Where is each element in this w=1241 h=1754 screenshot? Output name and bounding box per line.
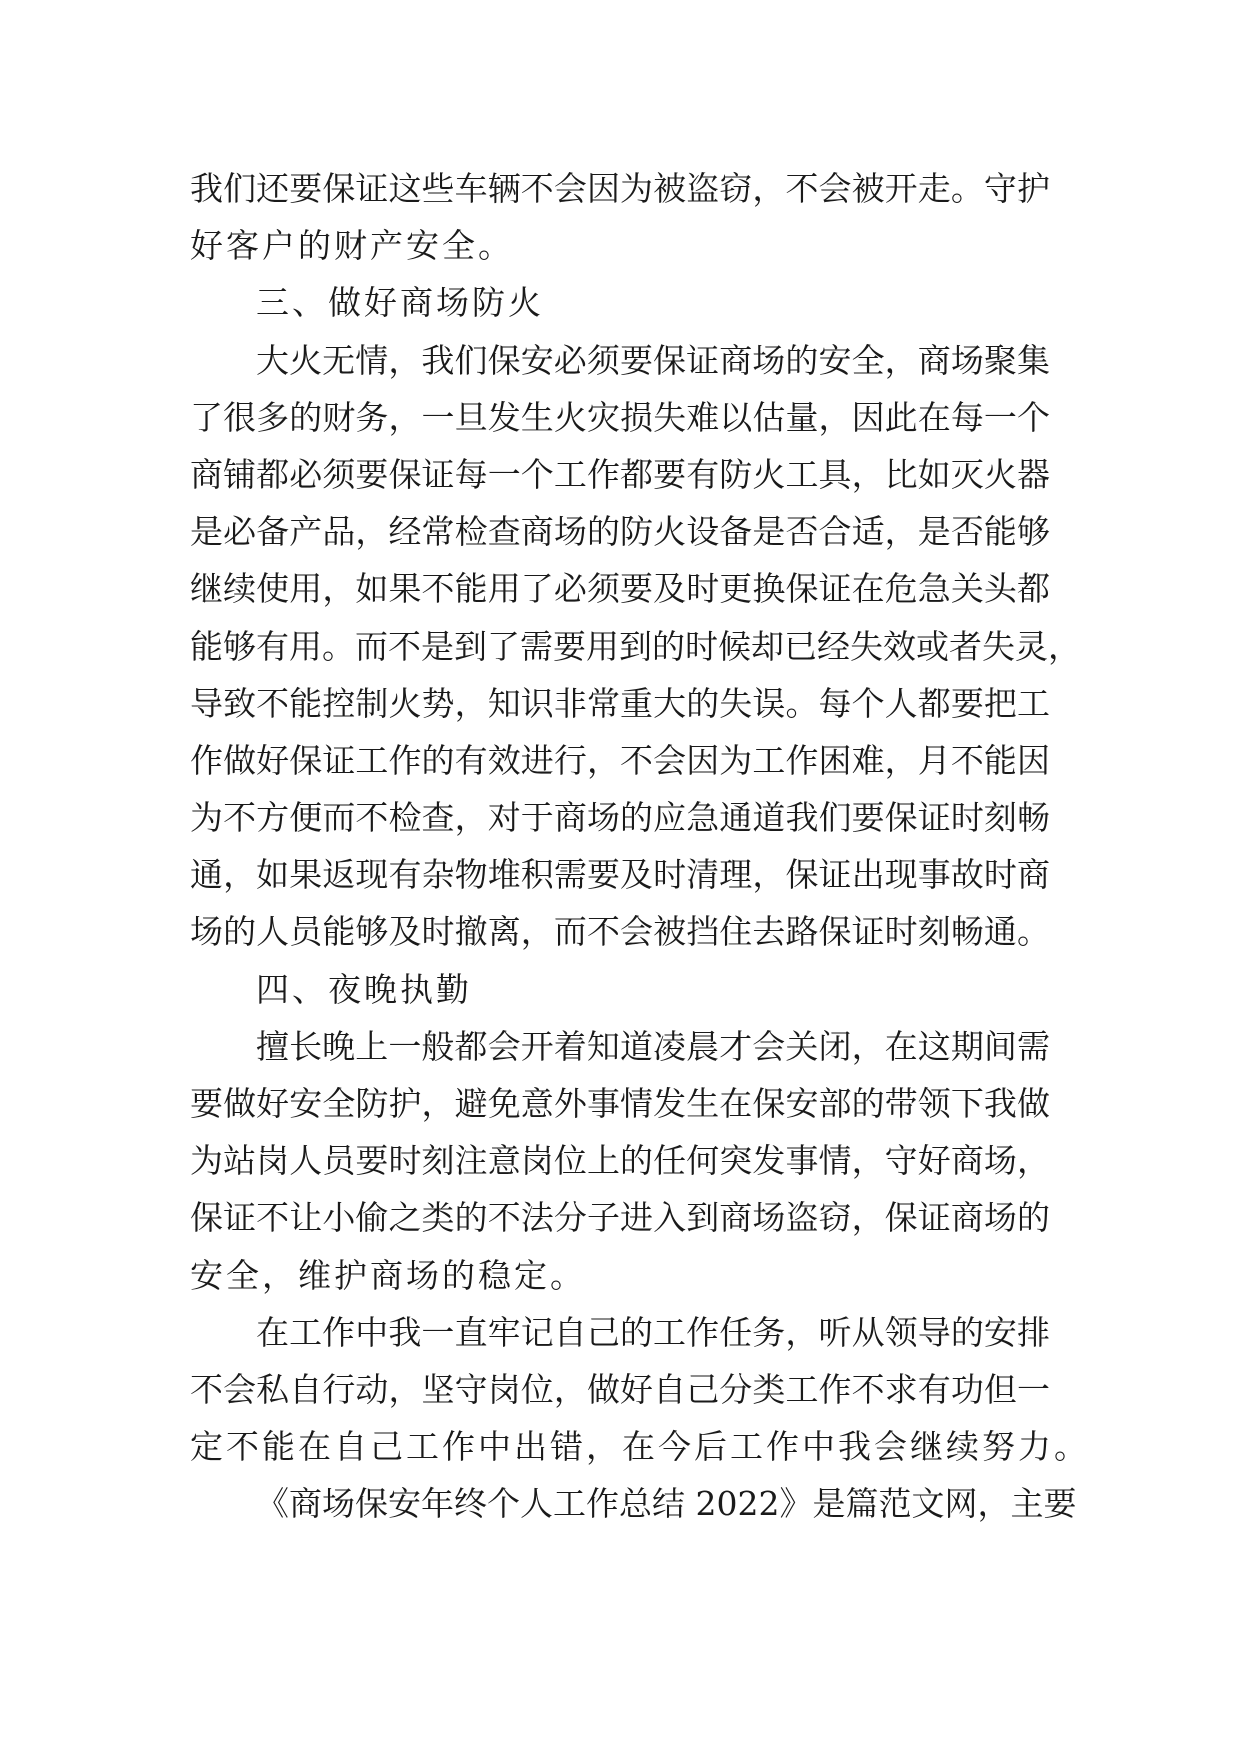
section-heading: 四、夜晚执勤: [256, 969, 472, 1009]
text-line: 为站岗人员要时刻注意岗位上的任何突发事情，守好商场，: [190, 1141, 1050, 1181]
text-line: 作做好保证工作的有效进行，不会因为工作困难，月不能因: [190, 740, 1050, 780]
text-line: 是必备产品，经常检查商场的防火设备是否合适，是否能够: [190, 512, 1050, 552]
text-line: 好客户的财产安全。: [190, 226, 514, 266]
text-line: 我们还要保证这些车辆不会因为被盗窃，不会被开走。守护: [190, 169, 1050, 208]
text-line: 通，如果返现有杂物堆积需要及时清理，保证出现事故时商: [190, 855, 1050, 895]
text-line: 保证不让小偷之类的不法分子进入到商场盗窃，保证商场的: [190, 1198, 1050, 1238]
text-line: 场的人员能够及时撤离，而不会被挡住去路保证时刻畅通。: [190, 912, 1050, 952]
text-line: 在工作中我一直牢记自己的工作任务，听从领导的安排: [256, 1312, 1050, 1352]
text-line: 擅长晚上一般都会开着知道凌晨才会关闭，在这期间需: [256, 1026, 1050, 1066]
section-heading: 三、做好商场防火: [256, 283, 544, 323]
text-line: 大火无情，我们保安必须要保证商场的安全，商场聚集: [256, 340, 1050, 380]
document-body: [190, 160, 1090, 1533]
text-line: 安全，维护商场的稳定。: [190, 1255, 586, 1295]
text-line: 不会私自行动，坚守岗位，做好自己分类工作不求有功但一: [190, 1369, 1050, 1409]
text-line: 了很多的财务，一旦发生火灾损失难以估量，因此在每一个: [190, 397, 1050, 437]
text-line: 能够有用。而不是到了需要用到的时候却已经失效或者失灵，: [190, 626, 1081, 666]
text-line: 商铺都必须要保证每一个工作都要有防火工具，比如灭火器: [190, 454, 1050, 494]
text-line: 导致不能控制火势，知识非常重大的失误。每个人都要把工: [190, 683, 1050, 723]
text-line: 《商场保安年终个人工作总结 2022》是篇范文网，主要: [256, 1484, 1077, 1524]
text-line: 为不方便而不检查，对于商场的应急通道我们要保证时刻畅: [190, 798, 1050, 838]
text-line: 要做好安全防护，避免意外事情发生在保安部的带领下我做: [190, 1084, 1050, 1123]
text-line: 定不能在自己工作中出错，在今后工作中我会继续努力。: [190, 1427, 1090, 1467]
text-line: 继续使用，如果不能用了必须要及时更换保证在危急关头都: [190, 569, 1050, 609]
